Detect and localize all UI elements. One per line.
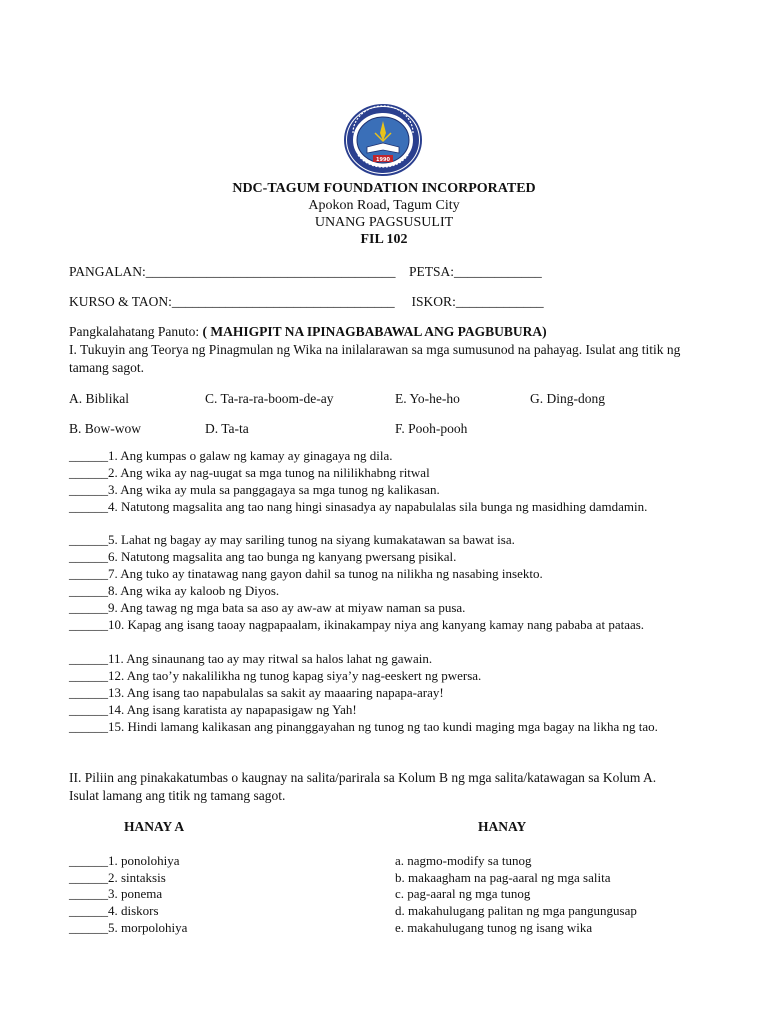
exam-title: UNANG PAGSUSULIT [314,215,454,230]
option-b: B. Bow-wow [69,421,142,436]
school-name: NDC-TAGUM FOUNDATION INCORPORATED [232,181,536,196]
svg-text:1990: 1990 [376,157,390,163]
option-a: A. Biblikal [69,391,129,406]
instructions-emphasis: ( MAHIGPIT NA IPINAGBABAWAL ANG PAGBUBURA) [202,324,547,339]
choice-b: b. makaagham na pag-aaral ng mga salita [395,870,611,885]
column-b-header: HANAY [478,819,527,834]
option-g: G. Ding-dong [530,391,605,406]
instructions-label: Pangkalahatang Panuto: [69,324,203,339]
question-item-2[interactable]: ______2. Ang wika ay nag-uugat sa mga tunog na nililikhabng ritwal [69,465,430,480]
match-item-4[interactable]: ______4. diskors [69,903,159,918]
course-score-field[interactable]: KURSO & TAON:_________________________________ ISKOR:_____________ [69,294,544,309]
course-code: FIL 102 [360,232,408,247]
question-item-12[interactable]: ______12. Ang tao’y nakalilikha ng tunog kapag siya’y nag-eeskert ng pwersa. [69,668,482,683]
option-e: E. Yo-he-ho [395,391,460,406]
column-a-header: HANAY A [124,819,185,834]
match-item-2[interactable]: ______2. sintaksis [69,870,166,885]
match-item-5[interactable]: ______5. morpolohiya [69,920,188,935]
question-item-6[interactable]: ______6. Natutong magsalita ang tao bunga ng kanyang pwersang pisikal. [69,549,457,564]
question-item-7[interactable]: ______7. Ang tuko ay tinatawag nang gayon dahil sa tunog na nilikha ng nasabing insekto. [69,566,543,581]
question-item-13[interactable]: ______13. Ang isang tao napabulalas sa sakit ay maaaring napapa-aray! [69,685,444,700]
general-instructions [69,324,547,341]
option-d: D. Ta-ta [205,421,249,436]
question-item-5[interactable]: ______5. Lahat ng bagay ay may sariling tunog na siyang kumakatawan sa bawat isa. [69,532,515,547]
question-item-9[interactable]: ______9. Ang tawag ng mga bata sa aso ay aw-aw at miyaw naman sa pusa. [69,600,466,615]
question-item-11[interactable]: ______11. Ang sinaunang tao ay may ritwal sa halos lahat ng gawain. [69,651,433,666]
choice-e: e. makahulugang tunog ng isang wika [395,920,593,935]
choice-d: d. makahulugang palitan ng mga pangungusap [395,903,637,918]
part1-directions: I. Tukuyin ang Teorya ng Pinagmulan ng Wika na inilalarawan sa mga sumusunod na pahayag. Isulat ang titik ng tamang sagot. [69,342,681,375]
choice-c: c. pag-aaral ng mga tunog [395,886,531,901]
question-item-15[interactable]: ______15. Hindi lamang kalikasan ang pinanggayahan ng tunog ng tao kundi maging mga bagay na likha ng tao. [69,719,658,734]
part2-directions: II. Piliin ang pinakakatumbas o kaugnay na salita/parirala sa Kolum B ng mga salita/katawagan sa Kolum A. Isulat lamang ang titik ng tamang sagot. [69,770,657,803]
question-item-8[interactable]: ______8. Ang wika ay kaloob ng Diyos. [69,583,280,598]
question-item-1[interactable]: ______1. Ang kumpas o galaw ng kamay ay ginagaya ng dila. [69,448,393,463]
question-item-14[interactable]: ______14. Ang isang karatista ay napapasigaw ng Yah! [69,702,357,717]
name-date-field[interactable]: PANGALAN:_____________________________________ PETSA:_____________ [69,264,542,279]
match-item-1[interactable]: ______1. ponolohiya [69,853,180,868]
school-address: Apokon Road, Tagum City [308,198,460,213]
school-seal-logo [333,103,433,177]
question-item-4[interactable]: ______4. Natutong magsalita ang tao nang hingi sinasadya ay napabulalas sila bunga ng masidhing damdamin. [69,499,648,514]
question-item-3[interactable]: ______3. Ang wika ay mula sa panggagaya sa mga tunog ng kalikasan. [69,482,440,497]
choice-a: a. nagmo-modify sa tunog [395,853,532,868]
match-item-3[interactable]: ______3. ponema [69,886,163,901]
option-c: C. Ta-ra-ra-boom-de-ay [205,391,334,406]
question-item-10[interactable]: ______10. Kapag ang isang taoay nagpapaalam, ikinakampay niya ang kanyang kamay nang pababa at pataas. [69,617,645,632]
option-f: F. Pooh-pooh [395,421,468,436]
